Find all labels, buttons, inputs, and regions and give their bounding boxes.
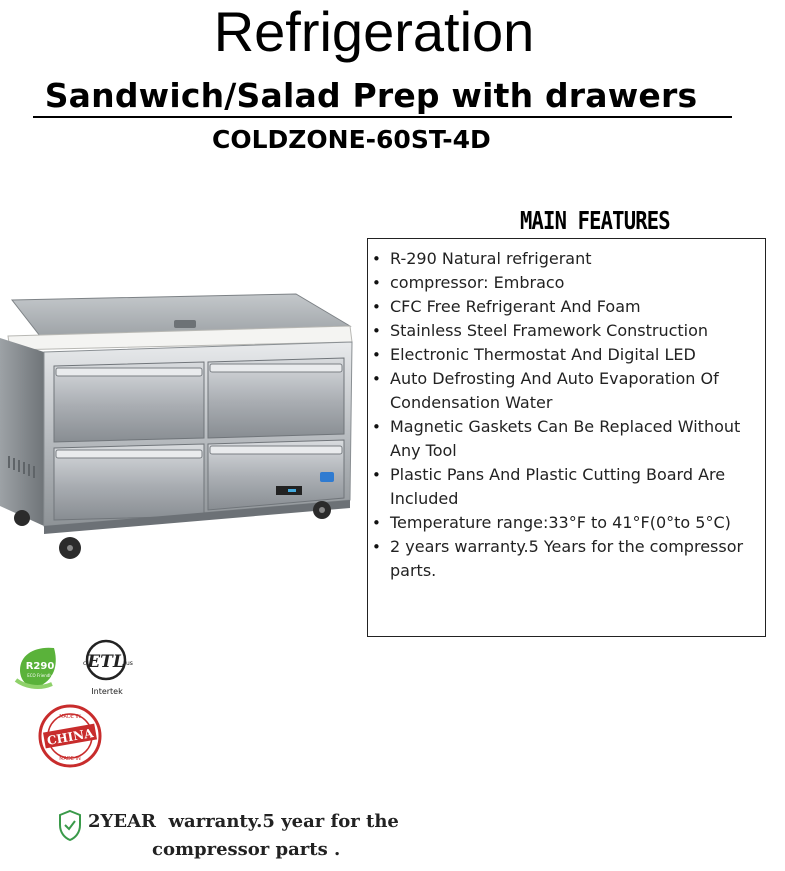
feature-item: • CFC Free Refrigerant And Foam xyxy=(368,295,765,319)
r290-badge xyxy=(14,644,68,692)
etl-badge xyxy=(82,634,142,700)
feature-item: • Plastic Pans And Plastic Cutting Board Are Included xyxy=(368,463,765,511)
warranty-line-2: compressor parts . xyxy=(152,839,341,860)
feature-item: • compressor: Embraco xyxy=(368,271,765,295)
etl-company: Intertek xyxy=(91,687,123,696)
page-title: Refrigeration xyxy=(213,0,535,63)
model-number: COLDZONE-60ST-4D xyxy=(212,125,491,154)
subtitle-underline xyxy=(33,116,732,118)
warranty-line-1: 2YEAR warranty.5 year for the xyxy=(88,811,399,832)
china-ring-bottom: MADE IN xyxy=(59,756,81,762)
china-label: CHINA xyxy=(45,726,95,748)
feature-item: • 2 years warranty.5 Years for the compressor parts. xyxy=(368,535,765,583)
svg-text:us: us xyxy=(126,660,133,667)
china-ring-top: MADE IN xyxy=(59,714,81,720)
svg-text:c: c xyxy=(83,660,87,667)
feature-item: • Electronic Thermostat And Digital LED xyxy=(368,343,765,367)
product-subtitle: Sandwich/Salad Prep with drawers xyxy=(33,76,721,115)
feature-item: • Stainless Steel Framework Construction xyxy=(368,319,765,343)
r290-label: R290 xyxy=(25,661,55,672)
etl-label: ETL xyxy=(87,652,125,672)
product-image xyxy=(0,286,356,562)
features-box xyxy=(367,238,766,637)
feature-item: • Auto Defrosting And Auto Evaporation Of Condensation Water xyxy=(368,367,765,415)
feature-item: • Magnetic Gaskets Can Be Replaced Without Any Tool xyxy=(368,415,765,463)
features-heading: MAIN FEATURES xyxy=(520,206,670,235)
warranty-note xyxy=(88,808,428,864)
feature-item: • Temperature range:33°F to 41°F(0°to 5°C) xyxy=(368,511,765,535)
made-in-china-stamp xyxy=(38,704,102,768)
shield-check-icon xyxy=(58,809,82,845)
r290-sub: ECO Friendly xyxy=(27,673,53,678)
features-list xyxy=(368,239,765,583)
feature-item: • R-290 Natural refrigerant xyxy=(368,247,765,271)
